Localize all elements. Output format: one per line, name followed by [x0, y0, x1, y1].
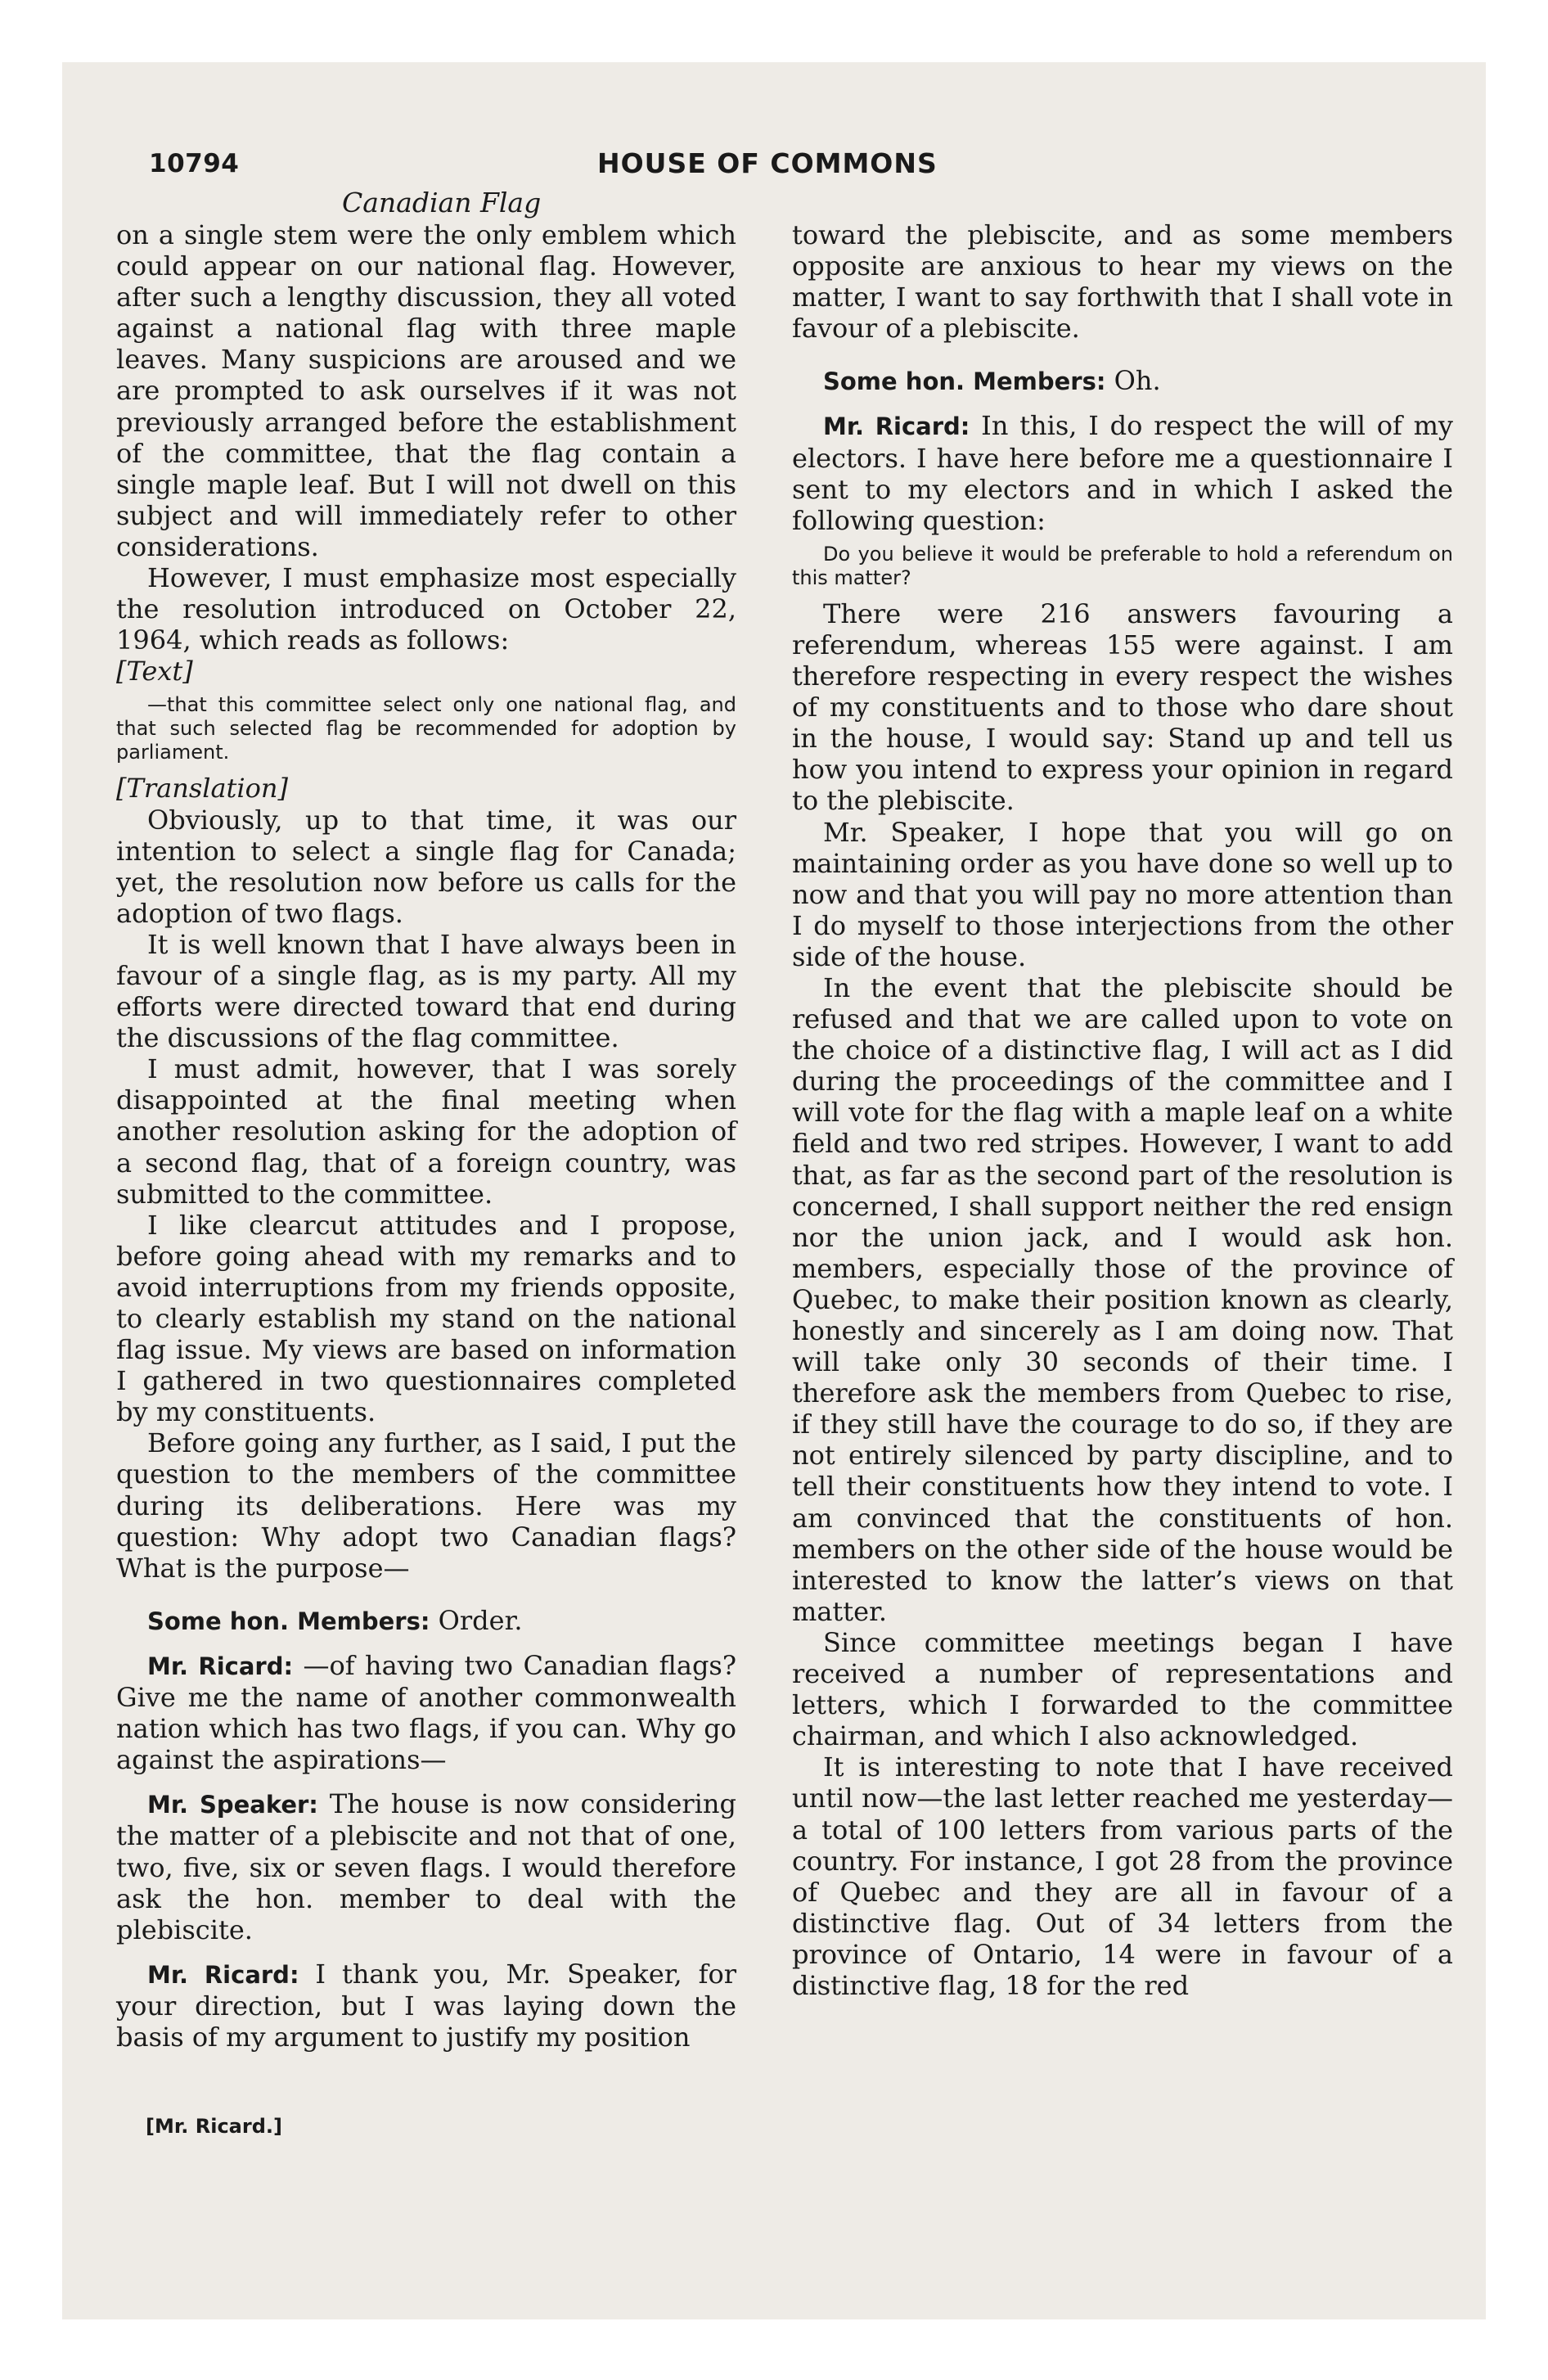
speech-text: Order. [430, 1604, 523, 1636]
interjection [116, 1605, 736, 1637]
interjection [792, 365, 1453, 397]
paragraph: I must admit, however, that I was sorely disappointed at the final meeting when another resolution asking for the adoption of a second flag, that of a foreign country, was submitted to the committee. [116, 1053, 736, 1210]
speaker-footnote: [Mr. Ricard.] [146, 2115, 282, 2138]
speaker-label: Some hon. Members: [147, 1607, 430, 1635]
quote-text: Do you believe it would be preferable to hold a referendum on this matter? [792, 542, 1453, 589]
speaker-label: Mr. Speaker: [147, 1791, 318, 1819]
left-column [116, 219, 736, 2053]
speech [116, 1788, 736, 1945]
paragraph: Since committee meetings began I have received a number of representations and letters, which I forwarded to the committee chairman, and which I also acknowledged. [792, 1626, 1453, 1752]
paragraph: It is well known that I have always been in favour of a single flag, as is my party. All my efforts were directed toward that end during the discussions of the flag committee. [116, 928, 736, 1054]
speech [116, 1650, 736, 1775]
paragraph: on a single stem were the only emblem which could appear on our national flag. However, after such a lengthy discussion, they all voted against a national flag with three maple leaves. Many suspicions are aroused and we are prompted to ask ourselves if it was not previously arranged before the establishment of the committee, that the flag contain a single maple leaf. But I will not dwell on this subject and will immediately refer to other considerations. [116, 219, 736, 562]
speaker-label: Mr. Ricard: [147, 1652, 294, 1680]
subject-heading: Canadian Flag [342, 187, 542, 219]
speaker-label: Mr. Ricard: [147, 1960, 299, 1989]
right-column [792, 219, 1453, 2001]
speech-text: In this, I do respect the will of my electors. I have here before me a questionnaire I sent to my electors and in which I asked the following question: [792, 410, 1454, 536]
paragraph: In the event that the plebiscite should be refused and that we are called upon to vote on the choice of a distinctive flag, I will act as I did during the proceedings of the committee and I will vote for the flag with a maple leaf on a white field and two red stripes. However, I want to add that, as far as the second part of the resolution is concerned, I shall support neither the red ensign nor the union jack, and I would ask hon. members, especially those of the province of Quebec, to make their position known as clearly, honestly and sincerely as I am doing now. That will take only 30 seconds of their time. I therefore ask the members from Quebec to rise, if they still have the courage to do so, if they are not entirely silenced by party discipline, and to tell their constituents how they intend to vote. I am convinced that the constituents of hon. members on the other side of the house would be interested to know the latter’s views on that matter. [792, 971, 1453, 1627]
resolution-quote [116, 693, 736, 764]
speech-text: The house is now considering the matter of a plebiscite and not that of one, two, five, six or seven flags. I would therefore ask the hon. member to deal with the plebiscite. [116, 1788, 736, 1945]
paragraph: However, I must emphasize most especially the resolution introduced on October 22, 1964, which reads as follows: [116, 562, 736, 656]
speech-text: Oh. [1105, 365, 1161, 397]
speech [792, 410, 1453, 535]
quote-text: —that this committee select only one national flag, and that such selected flag be recommended for adoption by parliament. [116, 693, 736, 764]
questionnaire-quote [792, 543, 1453, 590]
paragraph: toward the plebiscite, and as some members opposite are anxious to hear my views on the matter, I want to say forthwith that I shall vote in favour of a plebiscite. [792, 219, 1453, 345]
paragraph: Obviously, up to that time, it was our intention to select a single flag for Canada; yet, the resolution now before us calls for the adoption of two flags. [116, 804, 736, 929]
paragraph: I like clearcut attitudes and I propose, before going ahead with my remarks and to avoid interruptions from my friends opposite, to clearly establish my stand on the national flag issue. My views are based on information I gathered in two questionnaires completed by my constituents. [116, 1209, 736, 1428]
paragraph: There were 216 answers favouring a referendum, whereas 155 were against. I am therefore respecting in every respect the wishes of my constituents and to those who dare shout in the house, I would say: Stand up and tell us how you intend to express your opinion in regard to the plebiscite. [792, 597, 1453, 817]
text-tag: [Text] [116, 656, 193, 687]
speech-text: —of having two Canadian flags? Give me the name of another commonwealth nation which has two flags, if you can. Why go against the aspirations— [116, 1649, 737, 1776]
speaker-label: Some hon. Members: [823, 367, 1106, 396]
speech-text: I thank you, Mr. Speaker, for your direction, but I was laying down the basis of my argument to justify my position [116, 1958, 737, 2053]
paragraph: It is interesting to note that I have received until now—the last letter reached me yesterday—a total of 100 letters from various parts of the country. For instance, I got 28 from the province of Quebec and they are all in favour of a distinctive flag. Out of 34 letters from the province of Ontario, 14 were in favour of a distinctive flag, 18 for the red [792, 1751, 1453, 2001]
translation-tag: [Translation] [116, 773, 288, 805]
paragraph: Mr. Speaker, I hope that you will go on maintaining order as you have done so well up to now and that you will pay no more attention than I do myself to those interjections from the other side of the house. [792, 816, 1453, 972]
speaker-label: Mr. Ricard: [823, 412, 970, 441]
speech [116, 1959, 736, 2053]
running-head: HOUSE OF COMMONS [597, 147, 938, 179]
paragraph: Before going any further, as I said, I put the question to the members of the committee during its deliberations. Here was my question: Why adopt two Canadian flags? What is the purpose— [116, 1427, 736, 1584]
page-number: 10794 [149, 149, 240, 178]
